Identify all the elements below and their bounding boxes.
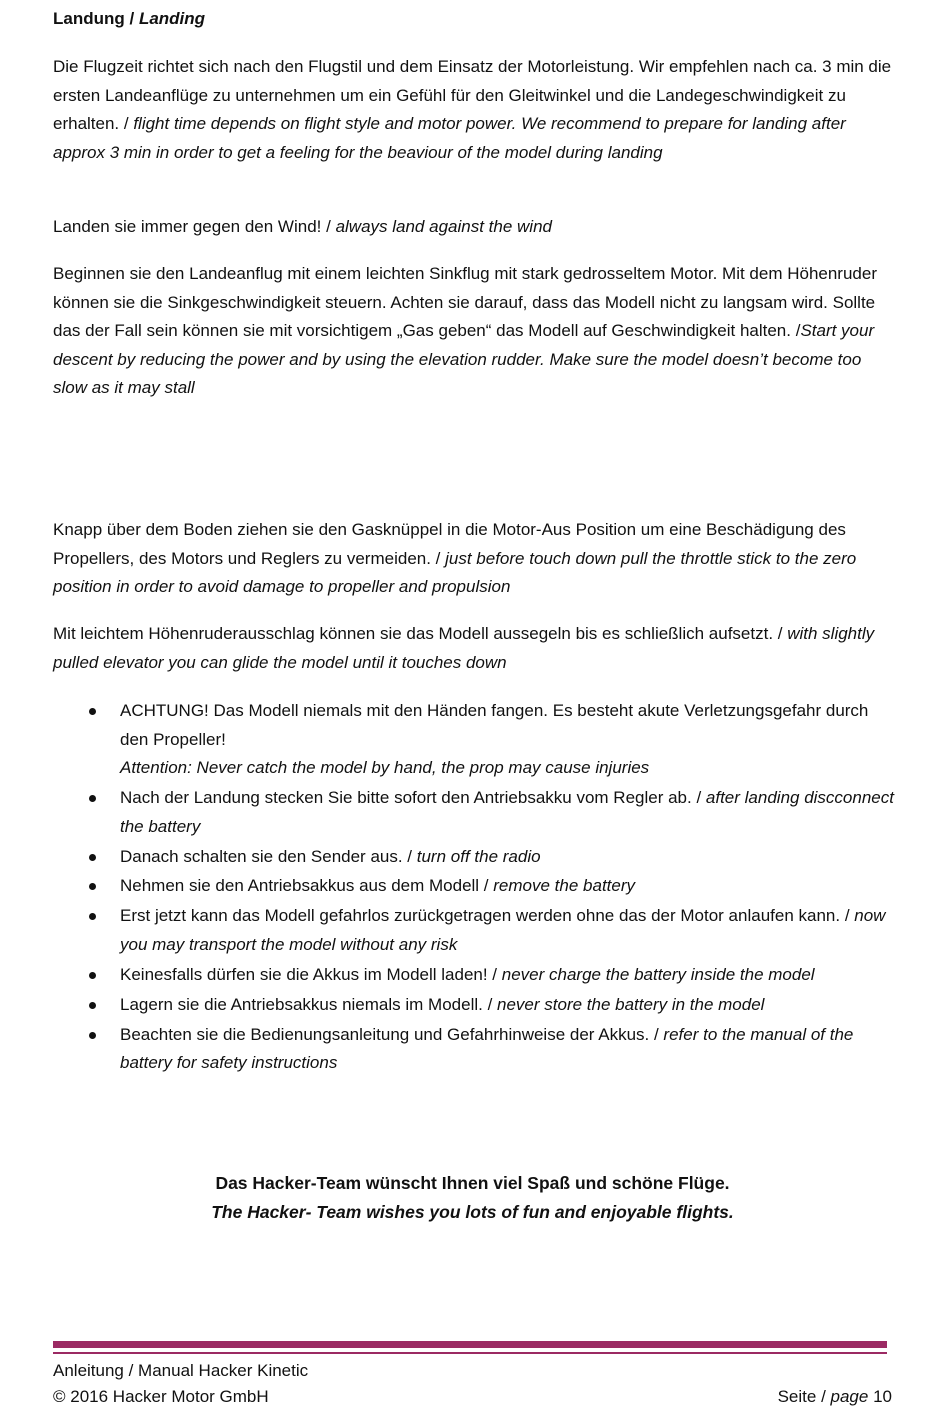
heading-en: Landing: [138, 9, 206, 28]
footer-manual-title: Anleitung / Manual Hacker Kinetic: [53, 1361, 309, 1380]
list-item: [53, 872, 898, 901]
footer-left: [53, 1358, 308, 1410]
list-item: [53, 902, 898, 959]
page-label-de: Seite /: [777, 1387, 831, 1406]
list-item-en: remove the battery: [493, 876, 636, 896]
paragraph-glide-de: Mit leichtem Höhenruderausschlag können sie das Modell aussegeln bis es schließlich aufsetzt. /: [53, 624, 788, 643]
list-item-de: Nach der Landung stecken Sie bitte sofort den Antriebsakku vom Regler ab. /: [120, 788, 706, 808]
list-item-de: Nehmen sie den Antriebsakkus aus dem Modell /: [120, 876, 494, 896]
list-item-de: Danach schalten sie den Sender aus. /: [120, 846, 417, 866]
list-item-en: turn off the radio: [416, 846, 541, 866]
list-item: [53, 961, 898, 990]
list-item-en: Attention: Never catch the model by hand, the prop may cause injuries: [120, 758, 650, 778]
safety-bullet-list: [53, 697, 898, 1079]
list-item-en: refer to the manual of the battery for safety instructions: [120, 1024, 854, 1073]
list-item-en: never charge the battery inside the model: [501, 964, 815, 984]
paragraph-wind: [53, 213, 898, 242]
closing-en: The Hacker- Team wishes you lots of fun and enjoyable flights.: [211, 1202, 734, 1222]
list-item: [53, 843, 898, 872]
paragraph-descent-de: Beginnen sie den Landeanflug mit einem leichten Sinkflug mit stark gedrosseltem Motor. Mit dem Höhenruder können sie die Sinkgeschwindigkeit steuern. Achten sie darauf, dass das Modell nicht zu langsam wird. Sollte das der Fall sein können sie mit vorsichtigem „Gas geben“ das Modell auf Geschwindigkeit halten. /: [53, 264, 877, 341]
paragraph-wind-en: always land against the wind: [335, 217, 552, 236]
paragraph-flight-time-de: Die Flugzeit richtet sich nach den Flugstil und dem Einsatz der Motorleistung. Wir empfehlen nach ca. 3 min die ersten Landeanflüge zu unternehmen um ein Gefühl für den Gleitwinkel und die Landegeschwindigkeit zu erhalten. /: [53, 57, 892, 134]
paragraph-throttle: [53, 516, 898, 602]
bullet-icon: [89, 972, 96, 979]
page-number: [778, 1384, 892, 1410]
footer-divider-thick: [53, 1341, 887, 1348]
paragraph-flight-time-en: flight time depends on flight style and motor power. We recommend to prepare for landing after approx 3 min in order to get a feeling for the beaviour of the model during landing: [53, 114, 846, 162]
paragraph-glide: [53, 620, 898, 677]
list-item: [53, 784, 898, 841]
list-item-de: ACHTUNG! Das Modell niemals mit den Händen fangen. Es besteht akute Verletzungsgefahr durch den Propeller!: [120, 701, 869, 749]
list-item: [53, 991, 898, 1020]
list-item-de: Lagern sie die Antriebsakkus niemals im Modell. /: [120, 994, 498, 1014]
paragraph-descent-en: Start your descent by reducing the power and by using the elevation rudder. Make sure the model doesn’t become too slow as it may stall: [53, 321, 875, 398]
footer-divider-thin: [53, 1352, 887, 1354]
bullet-icon: [89, 795, 96, 802]
paragraph-wind-de: Landen sie immer gegen den Wind! /: [53, 217, 336, 236]
closing-de: Das Hacker-Team wünscht Ihnen viel Spaß und schöne Flüge.: [215, 1173, 730, 1193]
list-item-en: after landing discconnect the battery: [120, 788, 894, 836]
bullet-icon: [89, 913, 96, 920]
page-number-value: 10: [873, 1387, 892, 1406]
list-item-en: never store the battery in the model: [497, 994, 765, 1014]
list-item-de: Keinesfalls dürfen sie die Akkus im Modell laden! /: [120, 964, 502, 984]
bullet-icon: [89, 1032, 96, 1039]
bullet-icon: [89, 708, 96, 715]
paragraph-flight-time: [53, 53, 898, 167]
paragraph-throttle-de: Knapp über dem Boden ziehen sie den Gasknüppel in die Motor-Aus Position um eine Beschädigung des Propellers, des Motors und Reglers zu vermeiden. /: [53, 520, 846, 568]
list-item: [53, 697, 898, 783]
paragraph-descent: [53, 260, 898, 403]
bullet-icon: [89, 883, 96, 890]
bullet-icon: [89, 1002, 96, 1009]
list-item-de: Beachten sie die Bedienungsanleitung und Gefahrhinweise der Akkus. /: [120, 1024, 664, 1044]
list-item: [53, 1021, 898, 1078]
paragraph-glide-en: with slightly pulled elevator you can glide the model until it touches down: [53, 624, 875, 672]
page-label-en: page: [830, 1387, 869, 1406]
list-item-de: Erst jetzt kann das Modell gefahrlos zurückgetragen werden ohne das der Motor anlaufen kann. /: [120, 906, 855, 926]
bullet-icon: [89, 854, 96, 861]
footer-copyright: © 2016 Hacker Motor GmbH: [53, 1387, 269, 1406]
heading-de: Landung /: [53, 9, 139, 28]
section-heading: [53, 8, 205, 30]
list-item-en: now you may transport the model without any risk: [120, 906, 886, 954]
paragraph-throttle-en: just before touch down pull the throttle stick to the zero position in order to avoid damage to propeller and propulsion: [53, 548, 857, 597]
